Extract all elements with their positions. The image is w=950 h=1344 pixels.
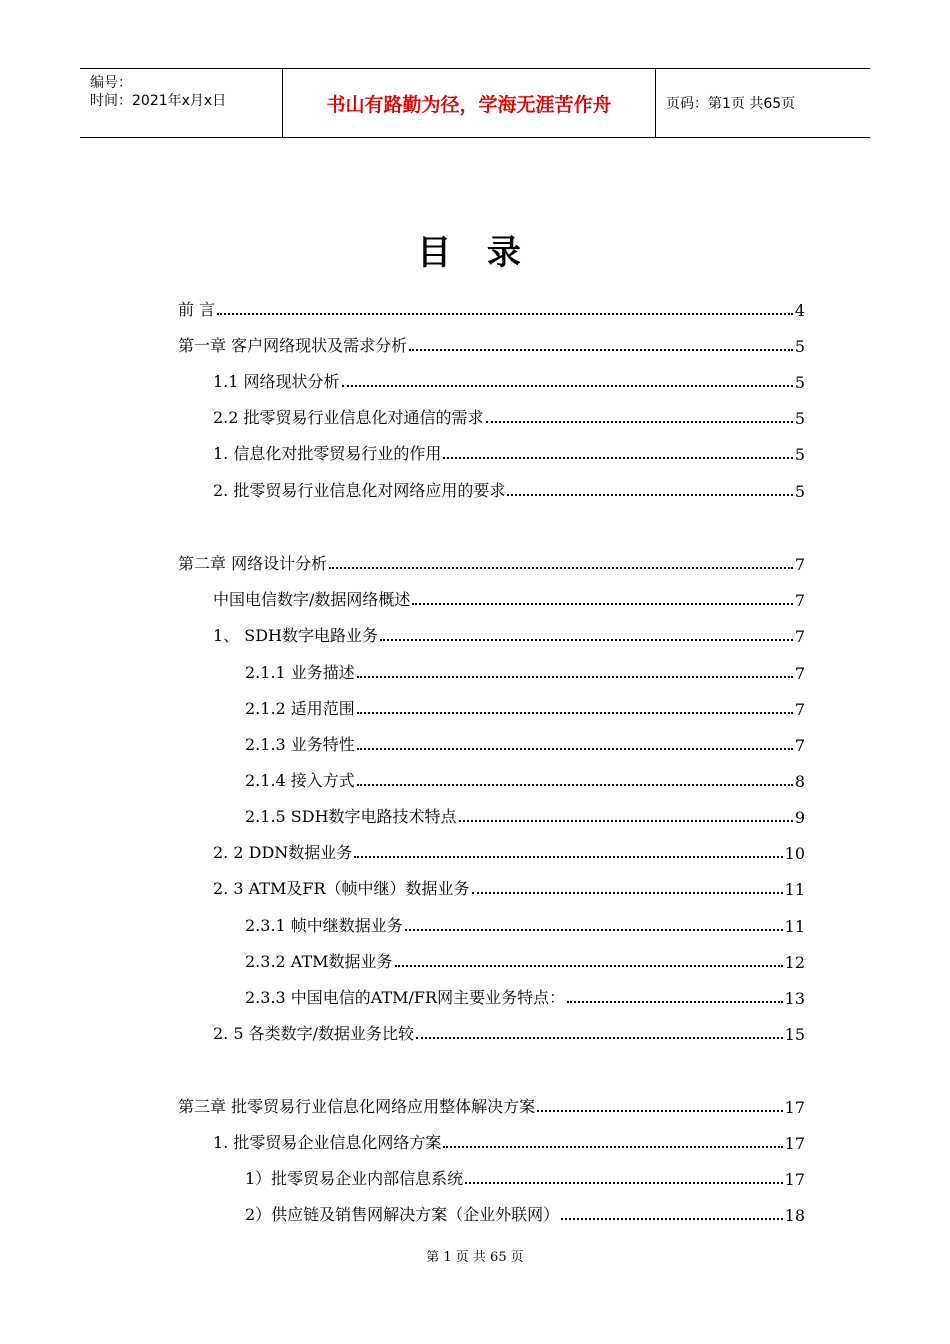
toc-leader-dots	[342, 385, 793, 387]
time-label: 时间：2021年x月x日	[90, 93, 227, 109]
toc-entry-page: 17	[784, 1134, 805, 1153]
toc-leader-dots	[357, 676, 793, 678]
toc-entry-page: 5	[794, 482, 805, 501]
toc-entry-page: 11	[784, 880, 805, 899]
toc-entry-label: 1）批零贸易企业内部信息系统	[245, 1169, 464, 1188]
toc-entry-label: 2. 批零贸易行业信息化对网络应用的要求	[213, 481, 506, 500]
toc-entry-page: 9	[794, 808, 805, 827]
toc-entry-label: 1、 SDH数字电路业务	[213, 626, 379, 645]
toc-entry-page: 17	[784, 1098, 805, 1117]
toc-entry[interactable]	[178, 1093, 805, 1117]
toc-entry[interactable]	[245, 803, 805, 827]
toc-leader-dots	[567, 1001, 783, 1003]
toc-entry[interactable]	[213, 1020, 805, 1044]
toc-entry[interactable]	[245, 984, 805, 1008]
toc-leader-dots	[405, 929, 783, 931]
toc-entry-label: 2.1.3 业务特性	[245, 735, 355, 754]
toc-entry[interactable]	[213, 875, 805, 899]
toc-entry[interactable]	[245, 767, 805, 791]
toc-entry-page: 7	[794, 736, 805, 755]
header-page-cell	[656, 69, 870, 137]
toc-leader-dots	[217, 313, 793, 315]
toc-entry-label: 2.1.2 适用范围	[245, 699, 355, 718]
toc-entry-page: 7	[794, 555, 805, 574]
toc-entry-page: 18	[784, 1206, 805, 1225]
toc-entry-page: 17	[784, 1170, 805, 1189]
toc-leader-dots	[443, 457, 792, 459]
toc-entry-label: 2）供应链及销售网解决方案（企业外联网）	[245, 1205, 560, 1224]
toc-entry-label: 1. 批零贸易企业信息化网络方案	[213, 1133, 442, 1152]
toc-entry[interactable]	[213, 440, 805, 464]
toc-entry-label: 前 言	[178, 300, 216, 319]
toc-entry[interactable]	[178, 332, 805, 356]
toc-entry[interactable]	[245, 731, 805, 755]
toc-leader-dots	[465, 1182, 782, 1184]
toc-leader-dots	[459, 820, 793, 822]
toc-entry-page: 10	[784, 844, 805, 863]
toc-leader-dots	[507, 494, 792, 496]
toc-entry-page: 4	[794, 301, 805, 320]
toc-leader-dots	[537, 1110, 783, 1112]
toc-entry-label: 2.3.1 帧中继数据业务	[245, 916, 403, 935]
toc-entry-page: 5	[794, 445, 805, 464]
toc-entry[interactable]	[245, 695, 805, 719]
page-title: 目 录	[417, 233, 533, 273]
toc-leader-dots	[416, 1037, 783, 1039]
toc-entry-label: 1. 信息化对批零贸易行业的作用	[213, 444, 442, 463]
header-info-cell	[80, 69, 283, 137]
toc-entry-page: 7	[794, 664, 805, 683]
toc-entry-label: 2.1.4 接入方式	[245, 771, 355, 790]
toc-entry[interactable]	[213, 586, 805, 610]
toc-entry-label: 2. 2 DDN数据业务	[213, 843, 353, 862]
toc-leader-dots	[357, 712, 793, 714]
number-label: 编号：	[90, 75, 132, 91]
toc-entry-label: 1.1 网络现状分析	[213, 372, 340, 391]
toc-entry[interactable]	[213, 404, 805, 428]
toc-entry-page: 13	[784, 989, 805, 1008]
toc-entry[interactable]	[245, 948, 805, 972]
toc-entry[interactable]	[213, 622, 805, 646]
toc-leader-dots	[357, 748, 793, 750]
toc-entry[interactable]	[245, 912, 805, 936]
toc-entry-page: 7	[794, 627, 805, 646]
toc-entry[interactable]	[245, 659, 805, 683]
toc-entry-page: 5	[794, 337, 805, 356]
toc-entry-label: 2.2 批零贸易行业信息化对通信的需求	[213, 408, 484, 427]
toc-leader-dots	[357, 784, 793, 786]
toc-entry-page: 11	[784, 917, 805, 936]
toc-entry-label: 第三章 批零贸易行业信息化网络应用整体解决方案	[178, 1097, 536, 1116]
toc-entry[interactable]	[213, 839, 805, 863]
toc-entry[interactable]	[178, 550, 805, 574]
toc-entry[interactable]	[213, 1129, 805, 1153]
toc-entry-label: 第二章 网络设计分析	[178, 554, 328, 573]
toc-entry-page: 12	[784, 953, 805, 972]
toc-leader-dots	[472, 892, 783, 894]
toc-entry-label: 2.1.1 业务描述	[245, 663, 355, 682]
toc-entry-label: 2.1.5 SDH数字电路技术特点	[245, 807, 457, 826]
toc-entry-label: 2. 5 各类数字/数据业务比较	[213, 1024, 415, 1043]
toc-entry[interactable]	[245, 1165, 805, 1189]
toc-leader-dots	[395, 965, 783, 967]
toc-entry-label: 2.3.3 中国电信的ATM/FR网主要业务特点：	[245, 988, 566, 1007]
toc-entry-page: 7	[794, 591, 805, 610]
toc-entry[interactable]	[178, 296, 805, 320]
toc-leader-dots	[380, 639, 793, 641]
toc-entry-label: 中国电信数字/数据网络概述	[213, 590, 411, 609]
toc-leader-dots	[409, 349, 793, 351]
header-table	[80, 68, 870, 138]
toc-leader-dots	[486, 421, 793, 423]
toc-entry-page: 8	[794, 772, 805, 791]
toc-entry-label: 第一章 客户网络现状及需求分析	[178, 336, 408, 355]
toc-entry[interactable]	[213, 368, 805, 392]
page-footer: 第 1 页 共 65 页	[426, 1250, 524, 1265]
toc-entry[interactable]	[213, 477, 805, 501]
toc-entry-page: 5	[794, 409, 805, 428]
toc-leader-dots	[354, 856, 782, 858]
motto-text: 书山有路勤为径，学海无涯苦作舟	[326, 93, 612, 116]
toc-entry-page: 7	[794, 700, 805, 719]
toc-entry-page: 15	[784, 1025, 805, 1044]
toc-leader-dots	[561, 1218, 782, 1220]
toc-entry-page: 5	[794, 373, 805, 392]
toc-leader-dots	[412, 603, 792, 605]
toc-leader-dots	[443, 1146, 782, 1148]
page-info: 页码：第1页 共65页	[666, 96, 796, 112]
toc-entry-label: 2.3.2 ATM数据业务	[245, 952, 393, 971]
toc-entry[interactable]	[245, 1201, 805, 1225]
toc-entry-label: 2. 3 ATM及FR（帧中继）数据业务	[213, 879, 470, 898]
toc-leader-dots	[329, 567, 793, 569]
header-motto-cell	[283, 69, 656, 137]
